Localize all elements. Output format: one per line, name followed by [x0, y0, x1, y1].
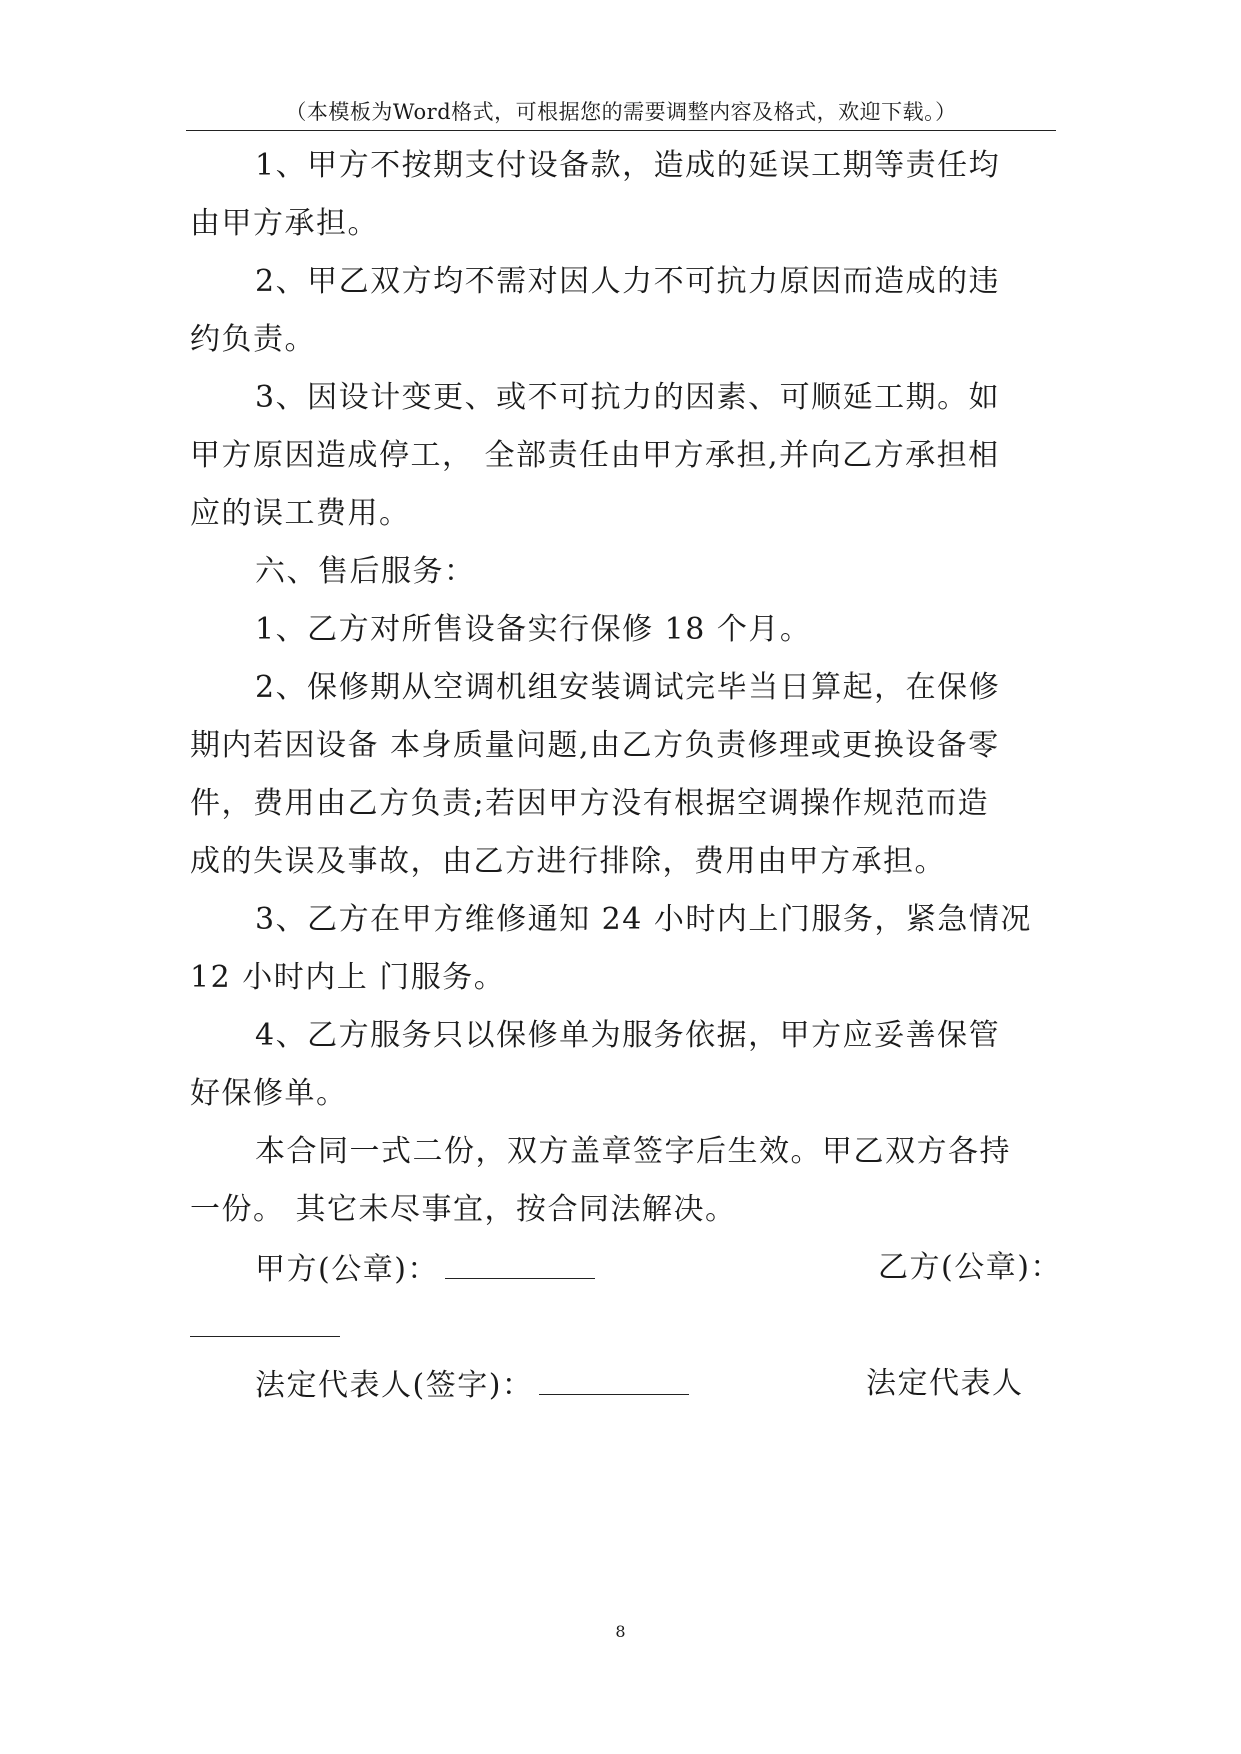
- paragraph-line: 12 小时内上 门服务。: [190, 960, 506, 995]
- paragraph-line: 由甲方承担。: [190, 206, 379, 241]
- rep-a-blank[interactable]: [539, 1364, 689, 1395]
- party-a-seal-blank[interactable]: [445, 1248, 595, 1279]
- paragraph-line: 甲方原因造成停工， 全部责任由甲方承担,并向乙方承担相: [190, 438, 1000, 473]
- paragraph-line: 3、因设计变更、或不可抗力的因素、可顺延工期。如: [255, 380, 1001, 415]
- party-a-seal-label: 甲方(公章)：: [255, 1252, 439, 1287]
- rep-b-label: 法定代表人: [866, 1366, 1024, 1401]
- paragraph-line: 约负责。: [190, 322, 316, 357]
- paragraph-line: 好保修单。: [190, 1076, 348, 1111]
- section-heading: 六、售后服务：: [255, 554, 476, 589]
- paragraph-line: 成的失误及事故，由乙方进行排除，费用由甲方承担。: [190, 844, 946, 879]
- page-number: 8: [615, 1622, 626, 1641]
- paragraph-line: 应的误工费用。: [190, 496, 411, 531]
- paragraph-line: 2、甲乙双方均不需对因人力不可抗力原因而造成的违: [255, 264, 1001, 299]
- paragraph-line: 3、乙方在甲方维修通知 24 小时内上门服务，紧急情况: [255, 902, 1032, 937]
- paragraph-line: 本合同一式二份，双方盖章签字后生效。甲乙双方各持: [255, 1134, 1011, 1169]
- paragraph-line: 件，费用由乙方负责;若因甲方没有根据空调操作规范而造: [190, 786, 990, 821]
- paragraph-line: 期内若因设备 本身质量问题,由乙方负责修理或更换设备零: [190, 728, 1000, 763]
- paragraph-line: 1、乙方对所售设备实行保修 18 个月。: [255, 612, 812, 647]
- signature-row-blank: [190, 1306, 340, 1348]
- template-note: （本模板为Word格式，可根据您的需要调整内容及格式，欢迎下载。）: [285, 100, 957, 124]
- paragraph-line: 2、保修期从空调机组安装调试完毕当日算起，在保修: [255, 670, 1001, 705]
- party-b-seal-label: 乙方(公章)：: [878, 1250, 1062, 1285]
- rep-a-label: 法定代表人(签字)：: [255, 1368, 534, 1403]
- paragraph-line: 4、乙方服务只以保修单为服务依据，甲方应妥善保管: [255, 1018, 1001, 1053]
- signature-row-seal: [255, 1248, 595, 1290]
- header-divider: [186, 130, 1056, 131]
- signature-row-rep: [255, 1364, 689, 1406]
- party-b-seal-blank[interactable]: [190, 1306, 340, 1337]
- paragraph-line: 1、甲方不按期支付设备款，造成的延误工期等责任均: [255, 148, 1001, 183]
- paragraph-line: 一份。 其它未尽事宜，按合同法解决。: [190, 1192, 737, 1227]
